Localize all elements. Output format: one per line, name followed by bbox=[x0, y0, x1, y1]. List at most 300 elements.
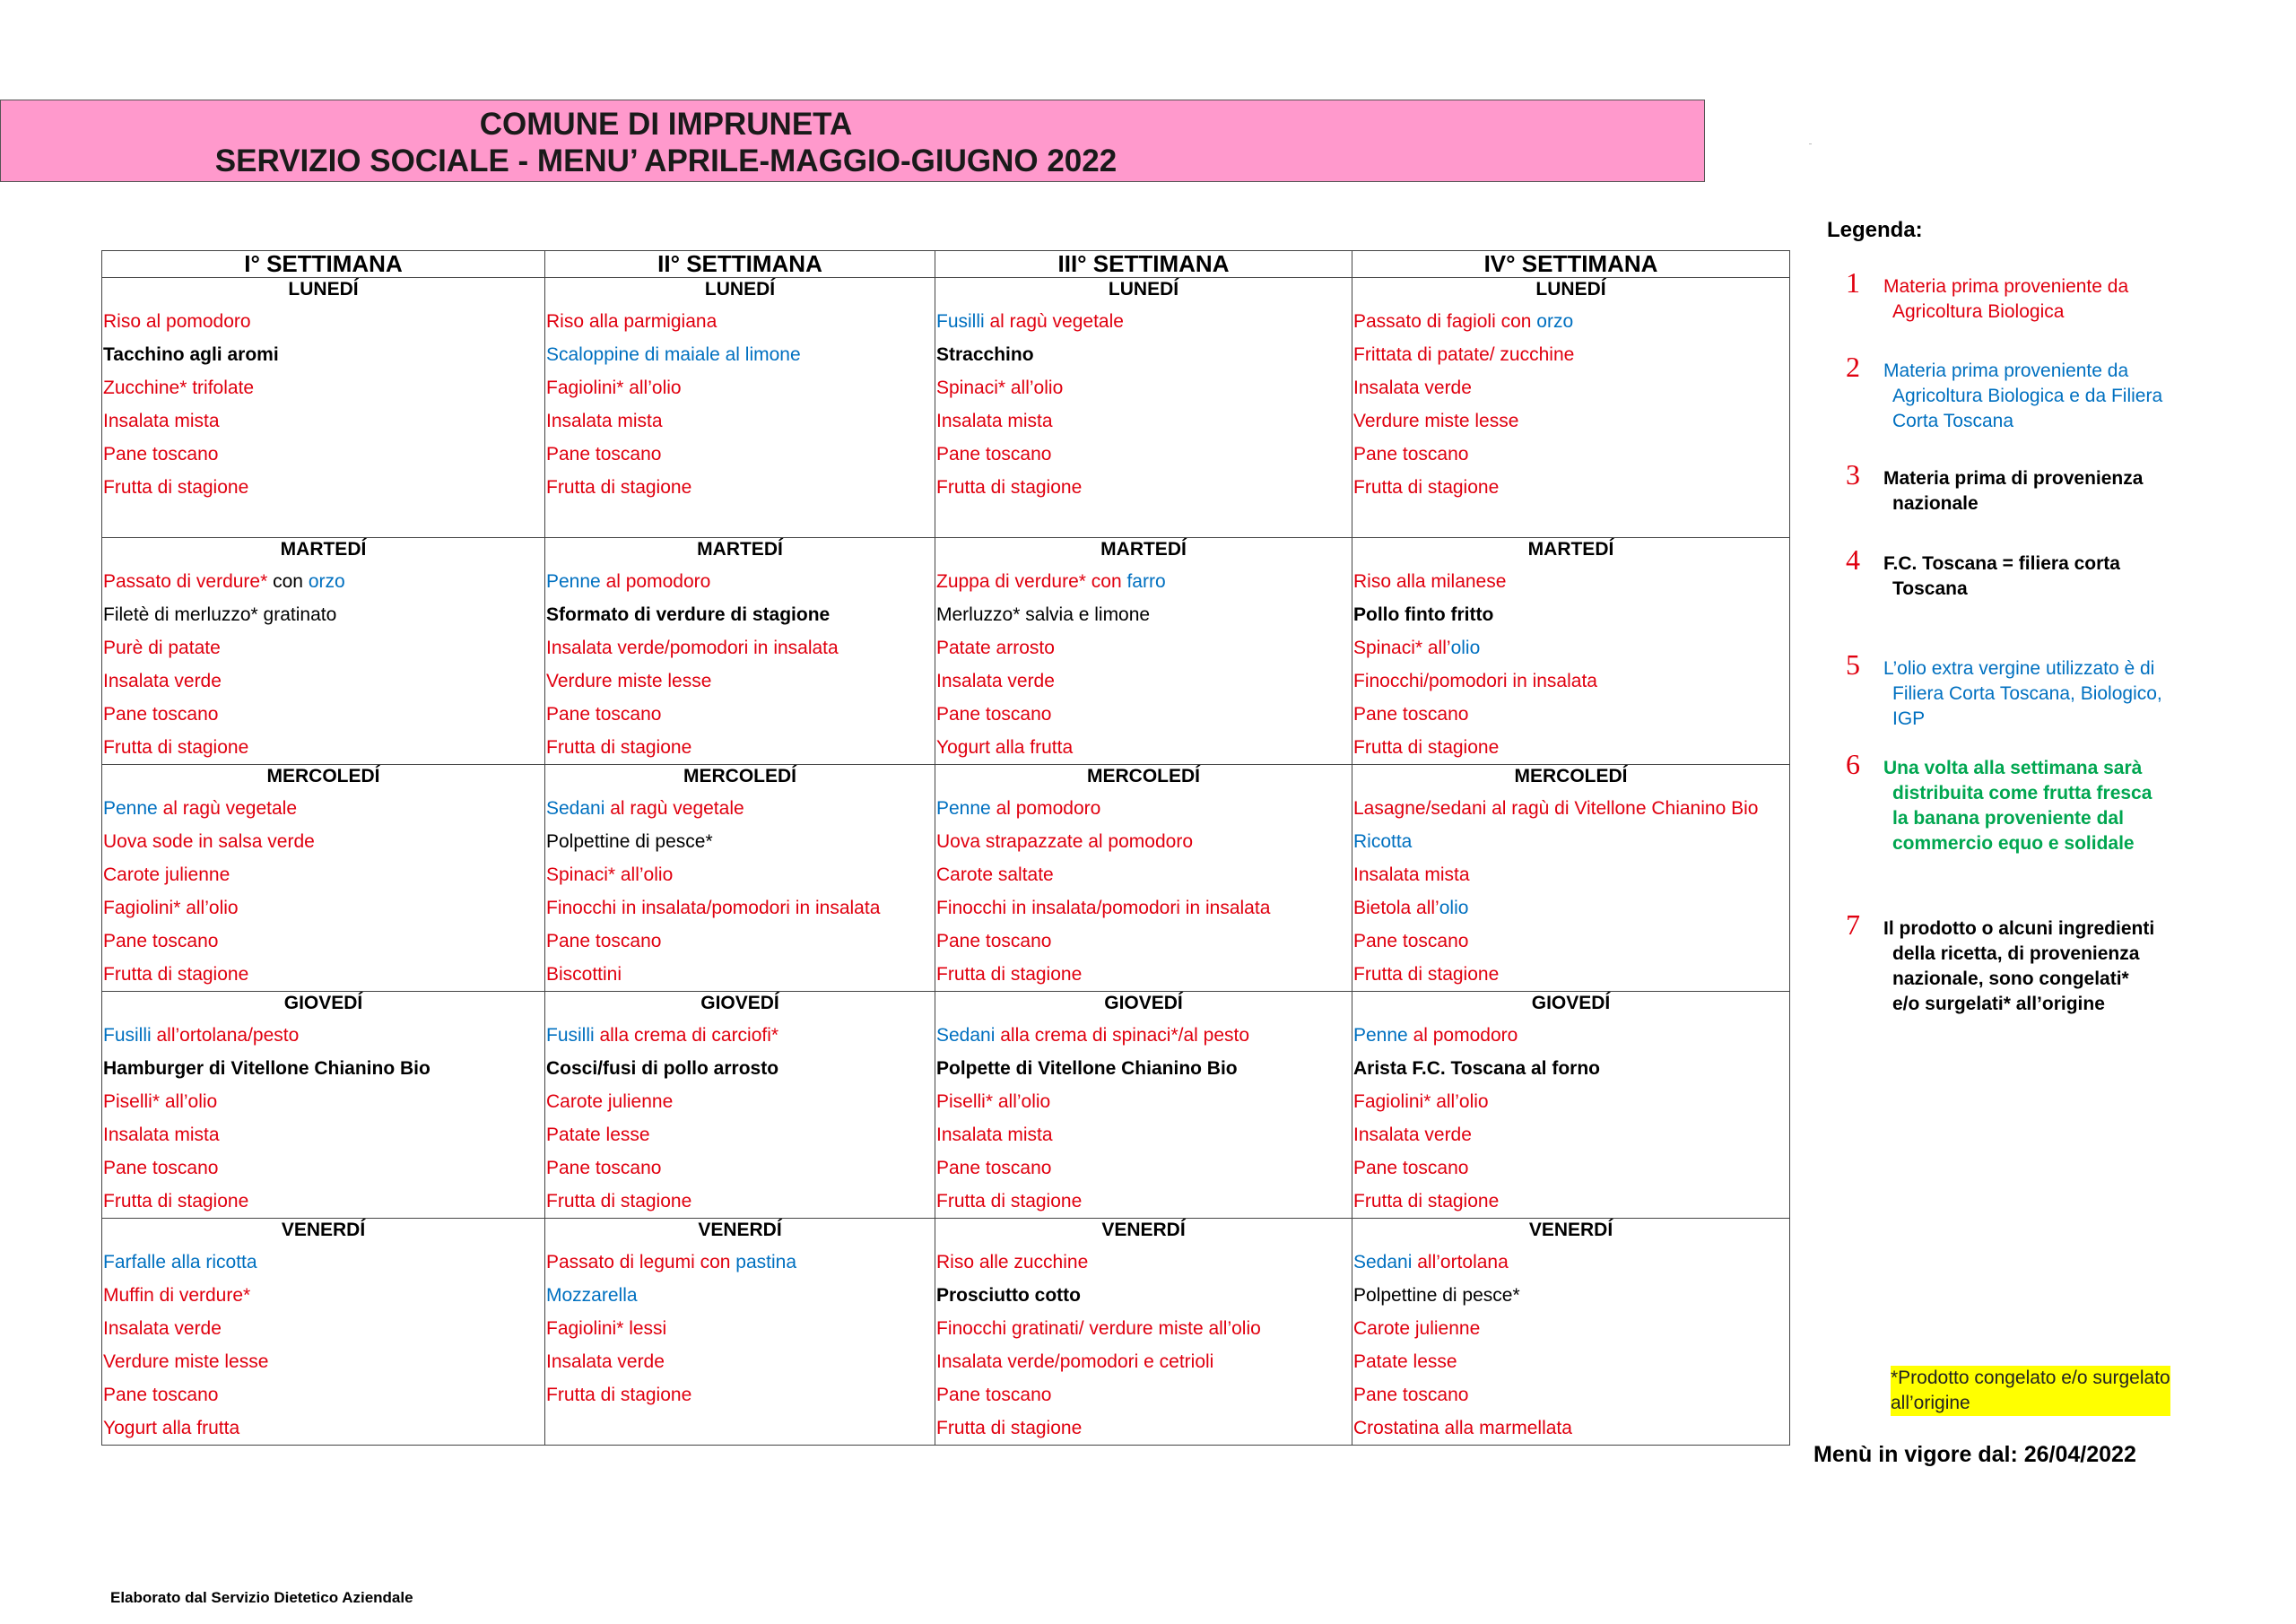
menu-item-text: Zuppa di verdure* con bbox=[936, 571, 1127, 592]
menu-item-text: Pane toscano bbox=[546, 444, 662, 465]
menu-item-text: Passato di legumi con bbox=[546, 1252, 736, 1272]
legend-text: Il prodotto o alcuni ingredienti bbox=[1883, 918, 2155, 939]
day-label: GIOVEDÍ bbox=[700, 993, 779, 1013]
day-label: GIOVEDÍ bbox=[283, 993, 363, 1013]
menu-item-text: Spinaci* all’ bbox=[1353, 638, 1451, 658]
day-row bbox=[102, 992, 1790, 1219]
menu-item bbox=[1352, 1411, 1789, 1445]
menu-item-text: Patate arrosto bbox=[936, 638, 1055, 658]
day-row bbox=[102, 765, 1790, 992]
menu-item-text: al pomodoro bbox=[1407, 1025, 1518, 1046]
menu-item bbox=[102, 925, 544, 958]
legend-text: Materia prima proveniente da bbox=[1883, 360, 2129, 381]
menu-item bbox=[935, 891, 1352, 925]
menu-item bbox=[935, 471, 1352, 504]
menu-item bbox=[1352, 1279, 1789, 1312]
menu-cell bbox=[1352, 1219, 1790, 1446]
menu-item-text: Verdure miste lesse bbox=[546, 671, 712, 691]
menu-item-text: Crostatina alla marmellata bbox=[1353, 1418, 1572, 1438]
menu-item-text: Frutta di stagione bbox=[936, 964, 1083, 985]
menu-item-text: Finocchi/pomodori in insalata bbox=[1353, 671, 1597, 691]
menu-item bbox=[102, 731, 544, 764]
menu-item-text: Frutta di stagione bbox=[546, 477, 692, 498]
legend-text: e/o surgelati* all’origine bbox=[1892, 994, 2105, 1014]
menu-item bbox=[935, 698, 1352, 731]
menu-item bbox=[545, 1246, 935, 1279]
menu-item-text: alla crema di carciofi* bbox=[594, 1025, 779, 1046]
menu-item-text: Frittata di patate/ zucchine bbox=[1353, 344, 1575, 365]
menu-item bbox=[545, 698, 935, 731]
menu-item bbox=[1352, 598, 1789, 631]
menu-item-text: Pane toscano bbox=[936, 704, 1052, 725]
menu-item-text: Pane toscano bbox=[936, 931, 1052, 951]
menu-cell bbox=[935, 765, 1352, 992]
menu-item bbox=[1352, 1052, 1789, 1085]
menu-item-text: Penne bbox=[936, 798, 991, 819]
menu-item bbox=[1352, 1378, 1789, 1411]
legend-number: 2 bbox=[1846, 351, 1860, 383]
day-label: MERCOLEDÍ bbox=[1514, 766, 1628, 786]
legend-text: la banana proveniente dal bbox=[1892, 808, 2124, 829]
menu-item-text: Pane toscano bbox=[103, 1385, 219, 1405]
menu-item bbox=[545, 305, 935, 338]
menu-item-text: Biscottini bbox=[546, 964, 622, 985]
day-label: GIOVEDÍ bbox=[1104, 993, 1183, 1013]
menu-item-text: Insalata mista bbox=[936, 411, 1053, 431]
week-header: III° SETTIMANA bbox=[935, 251, 1352, 278]
legend-text: F.C. Toscana = filiera corta bbox=[1883, 553, 2120, 574]
legend-text: distribuita come frutta fresca bbox=[1892, 783, 2152, 803]
legend-number: 1 bbox=[1846, 266, 1860, 299]
page-subtitle: SERVIZIO SOCIALE - MENU’ APRILE-MAGGIO-GIUGNO 2022 bbox=[214, 143, 1118, 178]
menu-item-text: Pane toscano bbox=[546, 931, 662, 951]
menu-item-text: Insalata mista bbox=[546, 411, 663, 431]
menu-item-text: Carote julienne bbox=[103, 864, 230, 885]
menu-item bbox=[1352, 371, 1789, 404]
menu-cell bbox=[545, 992, 935, 1219]
menu-item bbox=[102, 565, 544, 598]
menu-item-text: Insalata verde bbox=[1353, 1125, 1472, 1145]
menu-cell bbox=[1352, 278, 1790, 538]
menu-item bbox=[1352, 891, 1789, 925]
menu-table bbox=[101, 250, 1790, 1446]
menu-item-text: Insalata mista bbox=[936, 1125, 1053, 1145]
menu-item bbox=[102, 404, 544, 438]
menu-item-text: Patate lesse bbox=[546, 1125, 650, 1145]
legend-text: commercio equo e solidale bbox=[1892, 833, 2135, 854]
menu-item-text: Pane toscano bbox=[1353, 704, 1469, 725]
menu-item bbox=[1352, 1345, 1789, 1378]
menu-item-text: Pane toscano bbox=[1353, 1158, 1469, 1178]
menu-item bbox=[102, 338, 544, 371]
menu-item bbox=[102, 891, 544, 925]
legend-number: 6 bbox=[1846, 748, 1860, 780]
day-label: LUNEDÍ bbox=[1108, 279, 1179, 300]
menu-item-text: Sedani bbox=[546, 798, 605, 819]
menu-item bbox=[102, 631, 544, 664]
menu-item-text: Pollo finto fritto bbox=[1353, 604, 1494, 625]
menu-item-text: Finocchi in insalata/pomodori in insalata bbox=[546, 898, 881, 918]
menu-item-text: Insalata verde bbox=[936, 671, 1055, 691]
menu-item bbox=[545, 1312, 935, 1345]
legend-item bbox=[1846, 266, 2129, 325]
legend-item bbox=[1846, 648, 2162, 732]
menu-item bbox=[545, 1185, 935, 1218]
menu-item-text: Carote julienne bbox=[1353, 1318, 1481, 1339]
menu-item-text: Yogurt alla frutta bbox=[936, 737, 1074, 758]
validity-date: Menù in vigore dal: 26/04/2022 bbox=[1813, 1442, 2136, 1467]
menu-item-text: Sformato di verdure di stagione bbox=[546, 604, 831, 625]
menu-item-text: Pane toscano bbox=[103, 931, 219, 951]
menu-cell bbox=[102, 765, 545, 992]
menu-item-text: Stracchino bbox=[936, 344, 1034, 365]
menu-item bbox=[545, 404, 935, 438]
menu-item-text: Insalata verde/pomodori e cetrioli bbox=[936, 1351, 1214, 1372]
legend-text: Filiera Corta Toscana, Biologico, bbox=[1892, 683, 2162, 704]
menu-item bbox=[1352, 825, 1789, 858]
menu-item-text: Piselli* all’olio bbox=[936, 1091, 1051, 1112]
legend-item bbox=[1846, 748, 2152, 856]
legend-text: L’olio extra vergine utilizzato è di bbox=[1883, 658, 2155, 679]
menu-item-text: all’ortolana/pesto bbox=[151, 1025, 300, 1046]
menu-item-text: con bbox=[273, 571, 309, 592]
menu-item-text: Prosciutto cotto bbox=[936, 1285, 1081, 1306]
menu-item bbox=[1352, 1312, 1789, 1345]
menu-item bbox=[102, 792, 544, 825]
menu-item-text: Pane toscano bbox=[936, 444, 1052, 465]
menu-item bbox=[1352, 698, 1789, 731]
menu-item bbox=[102, 1019, 544, 1052]
footer-credit: Elaborato dal Servizio Dietetico Aziendale bbox=[110, 1589, 413, 1606]
menu-item-text: Fagiolini* all’olio bbox=[546, 378, 682, 398]
menu-item bbox=[102, 1411, 544, 1445]
day-label: MARTEDÍ bbox=[280, 539, 367, 560]
menu-item bbox=[102, 438, 544, 471]
menu-item-text: Frutta di stagione bbox=[103, 1191, 249, 1211]
day-label: MERCOLEDÍ bbox=[266, 766, 380, 786]
menu-item-text: Passato di verdure* bbox=[103, 571, 274, 592]
menu-item-text: Passato di fagioli con bbox=[1353, 311, 1537, 332]
legend-text: della ricetta, di provenienza bbox=[1892, 943, 2140, 964]
stray-mark bbox=[1809, 143, 1812, 144]
menu-item bbox=[545, 891, 935, 925]
legend-title: Legenda: bbox=[1827, 218, 1923, 242]
menu-item-text: Polpette di Vitellone Chianino Bio bbox=[936, 1058, 1238, 1079]
menu-item bbox=[1352, 1019, 1789, 1052]
menu-item-text: Frutta di stagione bbox=[546, 1385, 692, 1405]
legend-number: 3 bbox=[1846, 458, 1860, 491]
menu-item bbox=[102, 1185, 544, 1218]
menu-item bbox=[102, 1052, 544, 1085]
menu-item-text: Verdure miste lesse bbox=[103, 1351, 269, 1372]
legend-text: nazionale bbox=[1892, 493, 1979, 514]
frozen-note-line: *Prodotto congelato e/o surgelato bbox=[1891, 1368, 2170, 1388]
menu-item bbox=[935, 792, 1352, 825]
menu-item-text: Insalata verde bbox=[546, 1351, 665, 1372]
menu-item-text: Pane toscano bbox=[1353, 1385, 1469, 1405]
menu-item bbox=[1352, 731, 1789, 764]
menu-cell bbox=[545, 1219, 935, 1446]
menu-item-text: Frutta di stagione bbox=[1353, 477, 1500, 498]
menu-item bbox=[545, 925, 935, 958]
menu-item bbox=[1352, 1118, 1789, 1151]
menu-item-text: Frutta di stagione bbox=[936, 1418, 1083, 1438]
legend-text: IGP bbox=[1892, 708, 1926, 729]
legend-text: Corta Toscana bbox=[1892, 411, 2014, 431]
menu-item-text: Pane toscano bbox=[546, 1158, 662, 1178]
menu-item-text: Pane toscano bbox=[1353, 444, 1469, 465]
menu-item-text: Riso alla milanese bbox=[1353, 571, 1507, 592]
menu-item-text: Pane toscano bbox=[1353, 931, 1469, 951]
menu-item-text: Insalata mista bbox=[103, 411, 220, 431]
day-label: LUNEDÍ bbox=[704, 279, 776, 300]
menu-item-text: Pane toscano bbox=[103, 1158, 219, 1178]
menu-item bbox=[545, 631, 935, 664]
menu-item bbox=[935, 1312, 1352, 1345]
menu-item-text: Mozzarella bbox=[546, 1285, 638, 1306]
menu-item-text: Pane toscano bbox=[103, 704, 219, 725]
menu-item-text: al ragù vegetale bbox=[604, 798, 744, 819]
menu-item-text: Spinaci* all’olio bbox=[936, 378, 1064, 398]
day-row bbox=[102, 278, 1790, 538]
menu-item bbox=[545, 1151, 935, 1185]
menu-item bbox=[935, 438, 1352, 471]
menu-item-text: Frutta di stagione bbox=[103, 477, 249, 498]
menu-item-text: Cosci/fusi di pollo arrosto bbox=[546, 1058, 779, 1079]
menu-item-text: Insalata verde bbox=[1353, 378, 1472, 398]
menu-item bbox=[935, 1246, 1352, 1279]
menu-cell bbox=[1352, 538, 1790, 765]
menu-item bbox=[935, 1378, 1352, 1411]
menu-item bbox=[935, 371, 1352, 404]
menu-item-text: Fagiolini* all’olio bbox=[103, 898, 239, 918]
frozen-note-line: all’origine bbox=[1891, 1391, 1970, 1416]
menu-item-text: Frutta di stagione bbox=[546, 1191, 692, 1211]
menu-item bbox=[935, 1151, 1352, 1185]
menu-item-text: Patate lesse bbox=[1353, 1351, 1457, 1372]
menu-item-text: Tacchino agli aromi bbox=[103, 344, 279, 365]
menu-item bbox=[102, 1246, 544, 1279]
menu-item-text: Merluzzo* salvia e limone bbox=[936, 604, 1151, 625]
menu-item bbox=[545, 958, 935, 991]
menu-item-text: Riso alla parmigiana bbox=[546, 311, 718, 332]
menu-item-text: Frutta di stagione bbox=[546, 737, 692, 758]
menu-item-text: Frutta di stagione bbox=[1353, 737, 1500, 758]
menu-item-text: Piselli* all’olio bbox=[103, 1091, 218, 1112]
menu-item bbox=[102, 1279, 544, 1312]
week-header: II° SETTIMANA bbox=[545, 251, 935, 278]
menu-item bbox=[1352, 338, 1789, 371]
week-header: IV° SETTIMANA bbox=[1352, 251, 1790, 278]
menu-item bbox=[102, 825, 544, 858]
legend-text: nazionale, sono congelati* bbox=[1892, 968, 2129, 989]
menu-item bbox=[1352, 958, 1789, 991]
day-label: LUNEDÍ bbox=[1535, 279, 1606, 300]
menu-item bbox=[935, 1052, 1352, 1085]
menu-item-text: Insalata verde bbox=[103, 1318, 222, 1339]
legend-text: Materia prima di provenienza bbox=[1883, 468, 2144, 489]
legend-text: Toscana bbox=[1892, 578, 1968, 599]
menu-item bbox=[935, 1019, 1352, 1052]
legend-number: 7 bbox=[1846, 908, 1860, 941]
menu-item bbox=[102, 1151, 544, 1185]
menu-item bbox=[1352, 664, 1789, 698]
page-title: COMUNE DI IMPRUNETA bbox=[479, 107, 853, 142]
menu-item bbox=[935, 925, 1352, 958]
menu-item bbox=[545, 598, 935, 631]
menu-cell bbox=[935, 538, 1352, 765]
legend-text: Agricoltura Biologica bbox=[1892, 301, 2065, 322]
menu-item-text: al ragù vegetale bbox=[157, 798, 298, 819]
menu-item-text: farro bbox=[1126, 571, 1166, 592]
menu-body bbox=[102, 278, 1790, 1446]
menu-item bbox=[935, 1279, 1352, 1312]
menu-item-text: Sedani bbox=[936, 1025, 996, 1046]
menu-item bbox=[1352, 471, 1789, 504]
menu-item bbox=[102, 1085, 544, 1118]
menu-item bbox=[935, 1118, 1352, 1151]
menu-item bbox=[545, 1085, 935, 1118]
menu-item bbox=[935, 1345, 1352, 1378]
legend-number: 4 bbox=[1846, 543, 1860, 576]
menu-item bbox=[1352, 925, 1789, 958]
menu-item-text: orzo bbox=[1536, 311, 1574, 332]
menu-item-text: Penne bbox=[103, 798, 158, 819]
menu-item-text: Polpettine di pesce* bbox=[546, 831, 713, 852]
menu-item bbox=[545, 338, 935, 371]
menu-item bbox=[102, 664, 544, 698]
menu-item-text: orzo bbox=[308, 571, 345, 592]
menu-cell bbox=[102, 1219, 545, 1446]
menu-item-text: Penne bbox=[1353, 1025, 1408, 1046]
menu-item bbox=[1352, 438, 1789, 471]
menu-item bbox=[935, 598, 1352, 631]
menu-item bbox=[935, 825, 1352, 858]
menu-item-text: Filetè di merluzzo* gratinato bbox=[103, 604, 337, 625]
menu-item-text: Fagiolini* lessi bbox=[546, 1318, 667, 1339]
day-label: VENERDÍ bbox=[698, 1220, 782, 1240]
menu-item-text: Purè di patate bbox=[103, 638, 221, 658]
menu-item-text: Sedani bbox=[1353, 1252, 1413, 1272]
menu-item-text: Yogurt alla frutta bbox=[103, 1418, 240, 1438]
day-row bbox=[102, 538, 1790, 765]
menu-item bbox=[545, 371, 935, 404]
menu-item bbox=[545, 858, 935, 891]
menu-item bbox=[1352, 1151, 1789, 1185]
day-label: LUNEDÍ bbox=[288, 279, 359, 300]
menu-item-text: Finocchi in insalata/pomodori in insalata bbox=[936, 898, 1271, 918]
menu-item-text: Lasagne/sedani al ragù di Vitellone Chianino Bio bbox=[1353, 798, 1759, 819]
menu-item-text: Pane toscano bbox=[936, 1385, 1052, 1405]
menu-item bbox=[935, 1085, 1352, 1118]
menu-item-text: olio bbox=[1439, 898, 1469, 918]
menu-item-text: Scaloppine di maiale al limone bbox=[546, 344, 801, 365]
menu-item-text: al ragù vegetale bbox=[984, 311, 1124, 332]
menu-item bbox=[545, 1019, 935, 1052]
menu-item-text: pastina bbox=[735, 1252, 797, 1272]
legend-item bbox=[1846, 458, 2144, 517]
menu-item-text: Riso alle zucchine bbox=[936, 1252, 1089, 1272]
day-label: GIOVEDÍ bbox=[1531, 993, 1611, 1013]
legend-number: 5 bbox=[1846, 648, 1860, 681]
legend-item bbox=[1846, 908, 2155, 1017]
menu-item-text: Pane toscano bbox=[546, 704, 662, 725]
menu-item bbox=[102, 305, 544, 338]
menu-item bbox=[935, 565, 1352, 598]
menu-item-text: Riso al pomodoro bbox=[103, 311, 251, 332]
day-row bbox=[102, 1219, 1790, 1446]
menu-item-text: Carote julienne bbox=[546, 1091, 674, 1112]
menu-item-text: Fusilli bbox=[546, 1025, 595, 1046]
menu-item bbox=[1352, 1185, 1789, 1218]
day-label: VENERDÍ bbox=[281, 1220, 366, 1240]
legend-text: Una volta alla settimana sarà bbox=[1883, 758, 2143, 778]
menu-item-text: Bietola all’ bbox=[1353, 898, 1439, 918]
menu-item bbox=[1352, 631, 1789, 664]
menu-item-text: al pomodoro bbox=[600, 571, 711, 592]
menu-item bbox=[545, 438, 935, 471]
day-label: VENERDÍ bbox=[1528, 1220, 1613, 1240]
menu-item-text: Hamburger di Vitellone Chianino Bio bbox=[103, 1058, 430, 1079]
menu-item bbox=[102, 1345, 544, 1378]
menu-cell bbox=[102, 278, 545, 538]
menu-cell bbox=[545, 538, 935, 765]
menu-item bbox=[935, 958, 1352, 991]
menu-item bbox=[102, 598, 544, 631]
day-label: MARTEDÍ bbox=[1100, 539, 1187, 560]
menu-item bbox=[545, 1378, 935, 1411]
menu-item bbox=[102, 471, 544, 504]
menu-item bbox=[545, 471, 935, 504]
menu-item-text: Frutta di stagione bbox=[1353, 964, 1500, 985]
menu-item bbox=[102, 371, 544, 404]
menu-item bbox=[545, 731, 935, 764]
menu-item-text: Ricotta bbox=[1353, 831, 1413, 852]
menu-item-text: Pane toscano bbox=[103, 444, 219, 465]
day-label: VENERDÍ bbox=[1101, 1220, 1186, 1240]
menu-item-text: Fusilli bbox=[103, 1025, 152, 1046]
menu-item bbox=[1352, 305, 1789, 338]
menu-item-text: Insalata mista bbox=[103, 1125, 220, 1145]
menu-item-text: Frutta di stagione bbox=[1353, 1191, 1500, 1211]
menu-item bbox=[935, 404, 1352, 438]
menu-item-text: Pane toscano bbox=[936, 1158, 1052, 1178]
menu-item-text: Insalata mista bbox=[1353, 864, 1470, 885]
menu-item bbox=[935, 631, 1352, 664]
legend-text: Materia prima proveniente da bbox=[1883, 276, 2129, 297]
menu-cell bbox=[935, 1219, 1352, 1446]
menu-cell bbox=[1352, 992, 1790, 1219]
menu-item-text: Frutta di stagione bbox=[936, 1191, 1083, 1211]
menu-item bbox=[102, 1312, 544, 1345]
menu-item bbox=[102, 698, 544, 731]
menu-item bbox=[545, 1118, 935, 1151]
menu-item-text: Farfalle alla ricotta bbox=[103, 1252, 257, 1272]
day-label: MERCOLEDÍ bbox=[683, 766, 796, 786]
frozen-note bbox=[1891, 1366, 2170, 1416]
menu-item bbox=[935, 1411, 1352, 1445]
week-header-row bbox=[102, 251, 1790, 278]
menu-cell bbox=[545, 765, 935, 992]
menu-item-text: Zucchine* trifolate bbox=[103, 378, 255, 398]
menu-item bbox=[545, 1052, 935, 1085]
menu-item-text: Insalata verde/pomodori in insalata bbox=[546, 638, 839, 658]
week-header: I° SETTIMANA bbox=[102, 251, 545, 278]
menu-item-text: al pomodoro bbox=[990, 798, 1101, 819]
menu-cell bbox=[935, 278, 1352, 538]
menu-item bbox=[545, 664, 935, 698]
menu-item bbox=[545, 792, 935, 825]
